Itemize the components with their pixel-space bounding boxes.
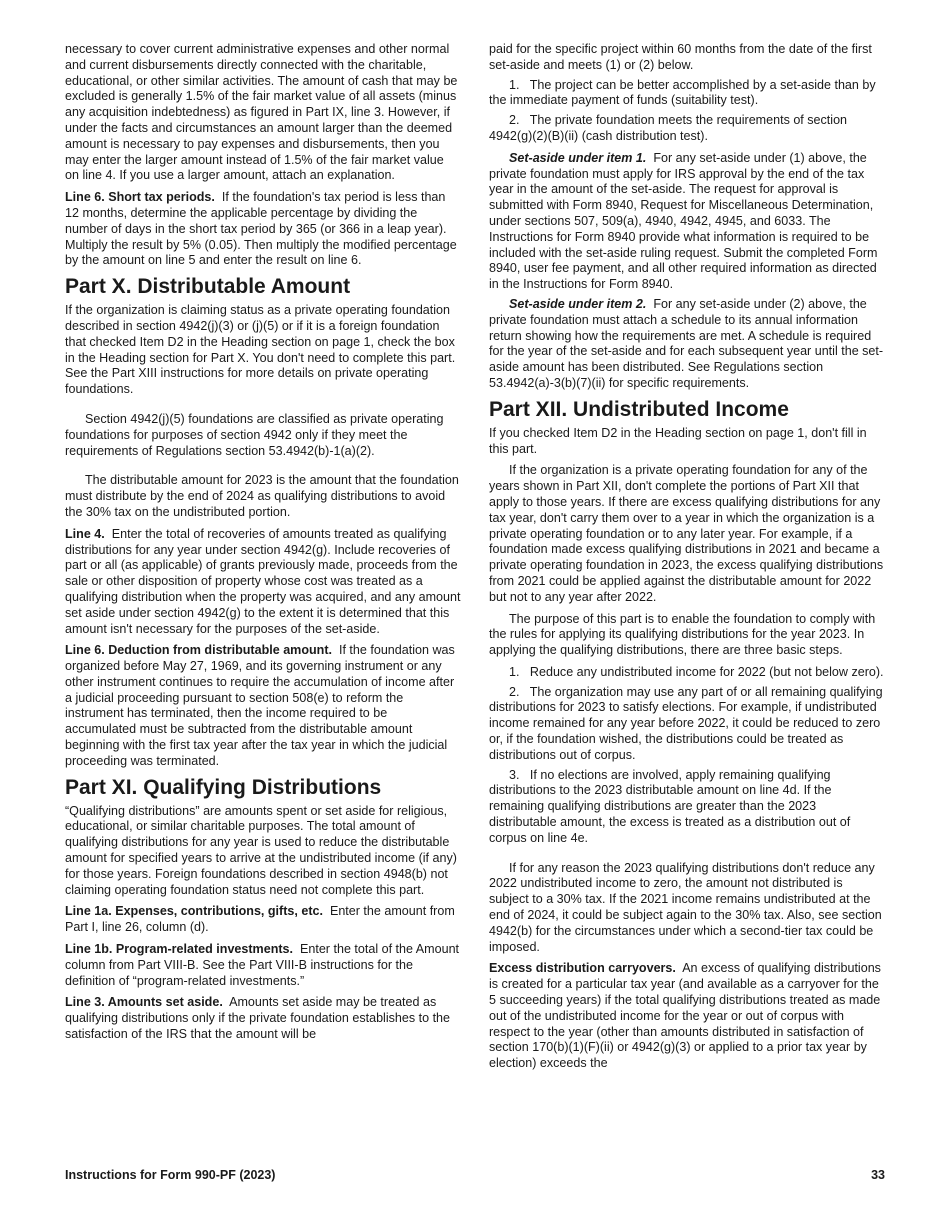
setaside-item2-paragraph	[489, 297, 885, 392]
step-1: 1. Reduce any undistributed income for 2022 (but not below zero).	[509, 664, 884, 679]
line4-lead: Line 4.	[65, 526, 105, 541]
setaside2-text: For any set-aside under (2) above, the private foundation must attach a schedule to its annual information return showing how the requirements are met. A schedule is required for the year of the set-aside and for each subsequent year until the set-aside amount has been distributed. See Regulations section 53.4942(a)-3(b)(7)(ii) for specific requirements.	[489, 296, 884, 390]
line6-text: If the foundation's tax period is less than 12 months, determine the applicable percentage by dividing the number of days in the short tax period by 365 (or 366 in a leap year). Multiply the result by 5% (0.05). Then multiply the modified percentage by the amount on line 5 and enter the result on line 6.	[65, 190, 457, 268]
line1b-text: Enter the total of the Amount column from Part VIII-B. See the Part VIII-B instructions for the definition of “program-related investments.”	[65, 942, 460, 988]
part12-paragraph-4: If for any reason the 2023 qualifying distributions don't reduce any 2022 undistributed income to zero, the amount not distributed is subject to a 30% tax. If the 2021 income remains undistributed at the end of 2024, it could be subject again to the 30% tax. Also, see section 4942(b) for the circumstances under which a second-tier tax could be imposed.	[489, 860, 882, 954]
continued-paragraph-right: paid for the specific project within 60 months from the date of the first set-aside and meets (1) or (2) below.	[489, 42, 872, 72]
excess-text: An excess of qualifying distributions is created for a particular tax year (and available as a carryover for the 5 succeeding years) if the total qualifying distributions treated as made out of the undistributed income for the year or out of corpus with respect to the year (other than amounts distributed in satisfaction of section 170(b)(1)(F)(ii) or 4942(g)(3) or applied to a prior tax year by election) exceeds the	[489, 961, 881, 1071]
part10-heading: Part X. Distributable Amount	[65, 275, 351, 299]
line1b-lead: Line 1b. Program-related investments.	[65, 942, 294, 957]
part12-heading: Part XII. Undistributed Income	[489, 397, 789, 421]
part12-paragraph-1: If you checked Item D2 in the Heading section on page 1, don't fill in this part.	[489, 425, 867, 456]
line4-text: Enter the total of recoveries of amounts treated as qualifying distributions for any year under section 4942(g). Include recoveries of part or all (as applicable) of grants previously made, proceeds from the sale or other disposition of property whose cost was treated as a qualifying distribution when the property was acquired, and any amount set aside under section 4942(g) to the extent it is determined that this amount isn't necessary for the purposes of the set-aside.	[65, 526, 461, 636]
setaside-condition-2: 2. The private foundation meets the requirements of section 4942(g)(2)(B)(ii) (cash distribution test).	[489, 113, 848, 143]
line1a-text: Enter the amount from Part I, line 26, column (d).	[65, 904, 455, 935]
setaside1-lead: Set-aside under item 1.	[509, 150, 647, 165]
line1a-lead: Line 1a. Expenses, contributions, gifts, etc.	[65, 904, 323, 919]
line3-lead: Line 3. Amounts set aside.	[65, 995, 223, 1010]
line6-deduction-paragraph	[65, 643, 461, 769]
line6-short-tax-periods	[65, 190, 461, 269]
part10-paragraph-3: The distributable amount for 2023 is the amount that the foundation must distribute by the end of 2024 as qualifying distributions to avoid the 30% tax on the undistributed portion.	[65, 473, 459, 519]
excess-distribution-paragraph	[489, 961, 885, 1072]
continued-paragraph: necessary to cover current administrative expenses and other normal and current disbursements directly connected with the charitable, educational, or other similar activities. The amount of cash that may be excluded is generally 1.5% of the fair market value of all assets (minus any acquisition indebtedness) as figured in Part IX, line 3. However, if under the facts and circumstances an amount larger than the deemed amount is necessary to pay expenses and disbursements, then you may enter the larger amount instead of 1.5% of the fair market value on line 4. If you use a larger amount, attach an explanation.	[65, 42, 458, 183]
setaside2-lead: Set-aside under item 2.	[509, 296, 647, 311]
line3-text: Amounts set aside may be treated as qualifying distributions only if the private foundation establishes to the satisfaction of the IRS that the amount will be	[65, 995, 451, 1042]
page-number: 33	[871, 1168, 885, 1182]
line4-paragraph	[65, 527, 461, 638]
line1b-paragraph	[65, 942, 461, 989]
step-3: 3. If no elections are involved, apply remaining qualifying distributions to the 2023 distributable amount on line 4d. If the remaining qualifying distributions are greater than the 2023 distributable amount, the excess is treated as a distribution out of corpus on line 4e.	[489, 767, 851, 845]
excess-lead: Excess distribution carryovers.	[489, 961, 676, 976]
line3-paragraph	[65, 995, 461, 1042]
step-2: 2. The organization may use any part of or all remaining qualifying distributions for 2023 to satisfy elections. For example, if undistributed income remained for any year before 2022, it could be reduced to zero or, if the foundation wished, the distributions could be treated as distributions out of corpus.	[489, 684, 883, 762]
footer-form-title: Instructions for Form 990-PF (2023)	[65, 1168, 276, 1182]
setaside-condition-1: 1. The project can be better accomplished by a set-aside than by the immediate payment of funds (suitability test).	[489, 77, 876, 108]
part12-paragraph-2: If the organization is a private operating foundation for any of the years shown in Part XII, don't complete the portions of Part XII that apply to those years. If there are excess qualifying distributions for any tax year, don't carry them over to a year in which the organization is a private operating foundation or to any later year. For example, if a foundation made excess qualifying distributions in 2021 and became a private operating foundation in 2023, the excess qualifying distributions from 2021 could be applied against the distributable amount for 2022 but not to any year after 2022.	[489, 463, 884, 604]
right-column	[489, 42, 885, 1078]
line1a-paragraph	[65, 904, 461, 936]
part11-heading: Part XI. Qualifying Distributions	[65, 775, 382, 799]
line6b-lead: Line 6. Deduction from distributable amount.	[65, 643, 332, 658]
part12-paragraph-3: The purpose of this part is to enable the foundation to comply with the rules for applying its qualifying distributions for the year 2023. In applying the qualifying distributions, there are three basic steps.	[489, 611, 876, 658]
left-column	[65, 42, 461, 1049]
setaside-item1-paragraph	[489, 151, 885, 293]
line6b-text: If the foundation was organized before May 27, 1969, and its governing instrument or any other instrument continues to require the accumulation of income after a judicial proceeding pursuant to section 508(e) to reform the instrument has terminated, then the income required to be accumulated must be subtracted from the distributable amount beginning with the first tax year after the tax year in which the judicial proceeding was terminated.	[65, 643, 455, 768]
part11-paragraph-1: “Qualifying distributions” are amounts spent or set aside for religious, educational, or similar charitable purposes. The total amount of qualifying distributions for any year is used to reduce the distributable amount for specified years to arrive at the undistributed income (if any) for those years. Foreign foundations described in section 4948(b) not claiming operating foundation status need not complete this part.	[65, 803, 457, 897]
part10-paragraph-2: Section 4942(j)(5) foundations are classified as private operating foundations for purposes of section 4942 only if they meet the requirements of Regulations section 53.4942(b)-1(a)(2).	[65, 411, 444, 458]
setaside1-text: For any set-aside under (1) above, the private foundation must apply for IRS approval by the end of the tax year in the amount of the set-aside. The request for approval is submitted with Form 8940, Request for Miscellaneous Determination, under sections 507, 509(a), 4940, 4942, 4945, and 6033. The Instructions for Form 8940 provide what information is required to be included with the set-aside ruling request. Submit the completed Form 8940, user fee payment, and all other required information as directed in the Instructions for Form 8940.	[489, 150, 878, 292]
part10-paragraph-1: If the organization is claiming status as a private operating foundation described in section 4942(j)(3) or (j)(5) or if it is a foreign foundation that checked Item D2 in the Heading section on page 1, check the box in the Heading section for Part X. You don't need to complete this part. See the Part XIII instructions for more details on private operating foundations.	[65, 303, 456, 397]
line6-lead: Line 6. Short tax periods.	[65, 190, 215, 205]
